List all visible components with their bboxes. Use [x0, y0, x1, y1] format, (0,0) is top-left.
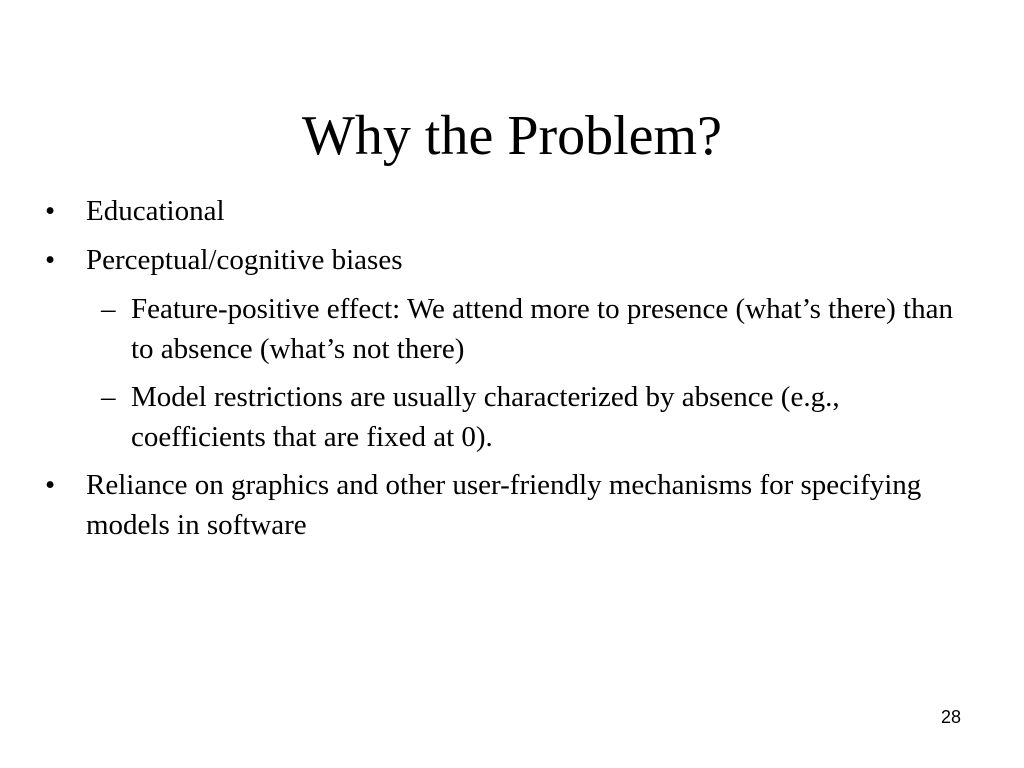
bullet-marker: • [45, 469, 56, 501]
sub-bullet-item [45, 377, 975, 457]
bullet-item [45, 465, 975, 545]
sub-bullet-item [45, 289, 975, 369]
sub-bullet-text: Feature-positive effect: We attend more to presence (what’s there) than to absence (what’s not there) [131, 293, 953, 365]
bullet-item [45, 240, 975, 280]
slide-number: 28 [940, 707, 961, 727]
sub-bullet-marker: – [101, 293, 116, 325]
bullet-marker: • [45, 195, 56, 227]
bullet-text: Perceptual/cognitive biases [86, 244, 403, 276]
bullet-item [45, 191, 975, 231]
bullet-text: Reliance on graphics and other user-friendly mechanisms for specifying models in software [86, 469, 922, 541]
sub-bullet-marker: – [101, 381, 116, 413]
slide-title: Why the Problem? [302, 104, 722, 167]
bullet-text: Educational [86, 195, 225, 227]
bullet-list [45, 191, 975, 554]
bullet-marker: • [45, 244, 56, 276]
sub-bullet-text: Model restrictions are usually characterized by absence (e.g., coefficients that are fixed at 0). [131, 381, 840, 453]
